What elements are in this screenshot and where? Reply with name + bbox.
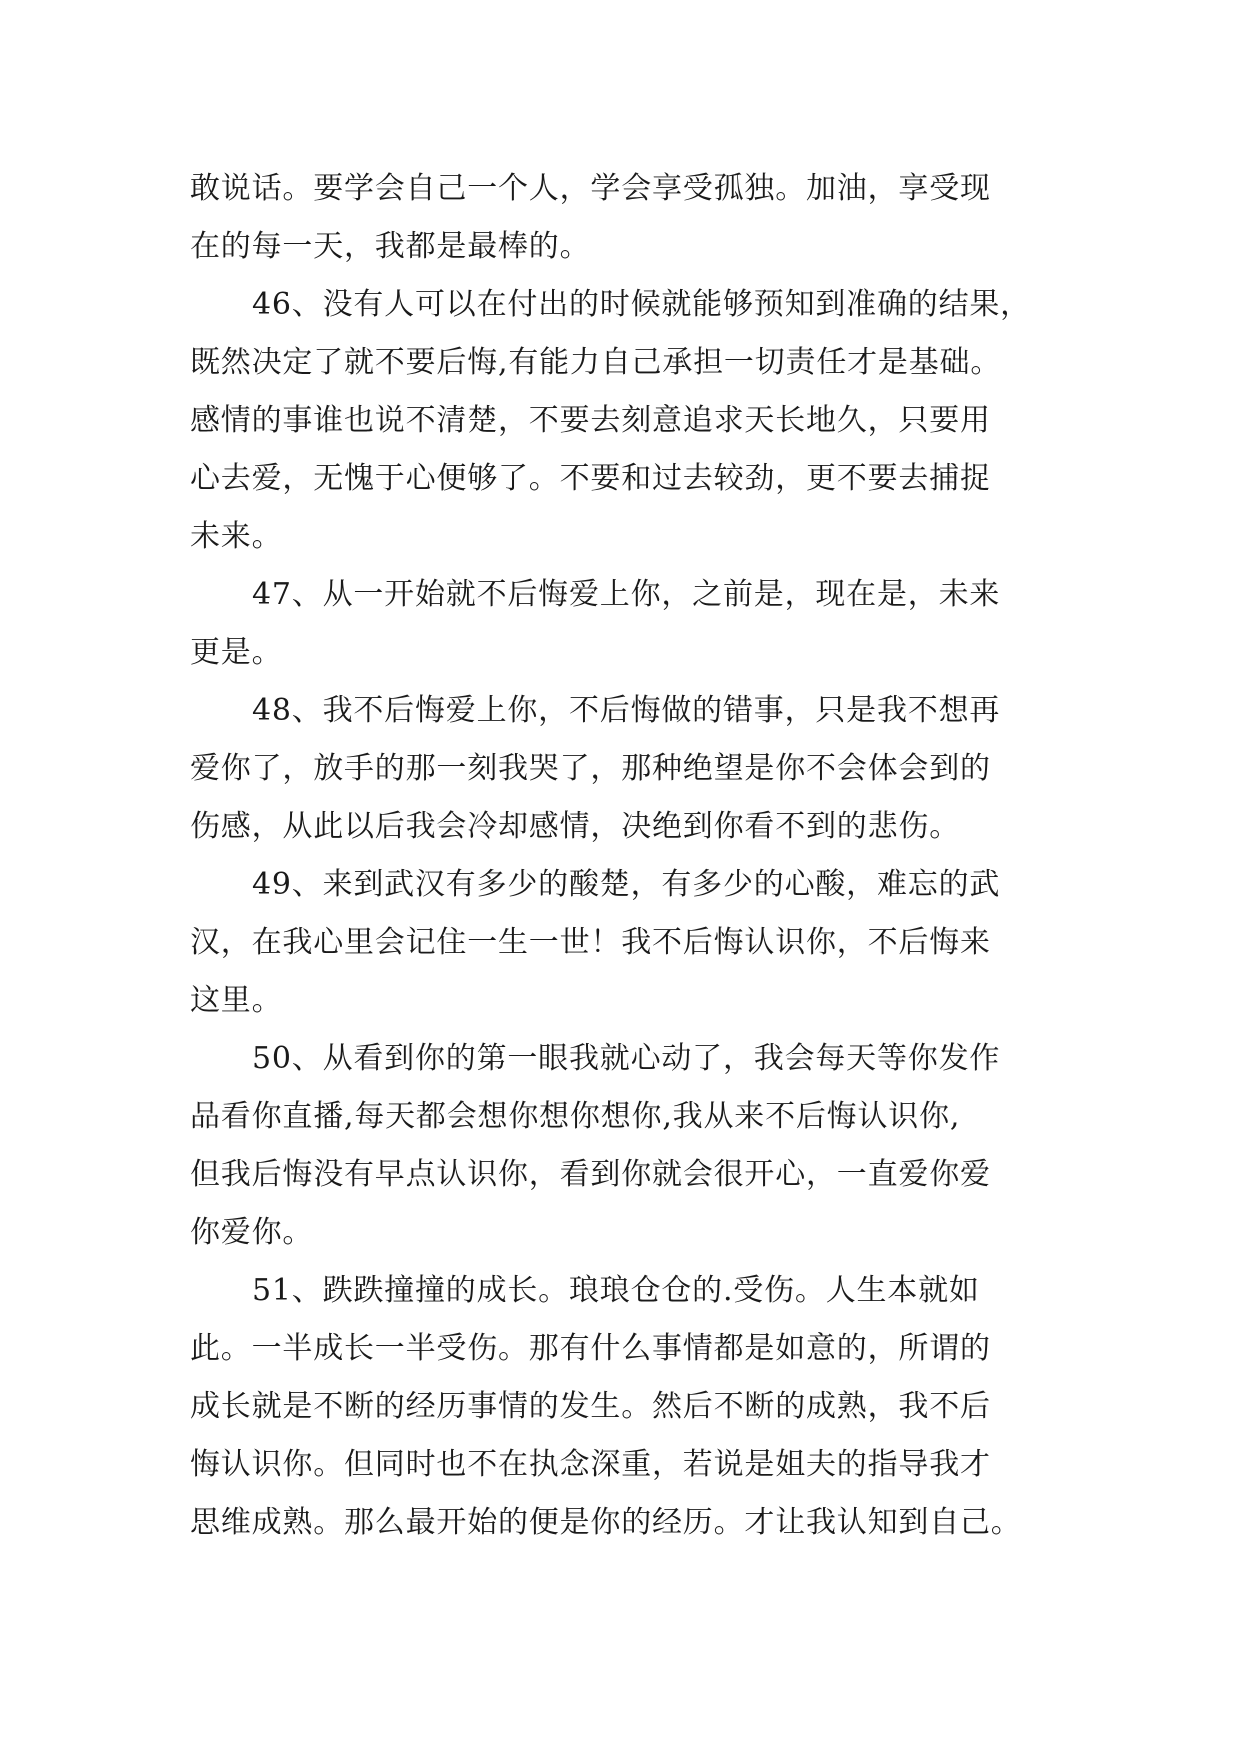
text-line: 但我后悔没有早点认识你，看到你就会很开心，一直爱你爱 — [190, 1157, 991, 1192]
text-line: 伤感，从此以后我会冷却感情，决绝到你看不到的悲伤。 — [190, 809, 960, 844]
paragraph-49-first-line: 49、来到武汉有多少的酸楚，有多少的心酸，难忘的武 — [252, 867, 1001, 902]
paragraph-50-first-line: 50、从看到你的第一眼我就心动了，我会每天等你发作 — [252, 1041, 1001, 1076]
text-line: 更是。 — [190, 635, 283, 670]
paragraph-47-first-line: 47、从一开始就不后悔爱上你，之前是，现在是，未来 — [252, 577, 1001, 612]
text-line: 未来。 — [190, 519, 283, 554]
text-line: 汉，在我心里会记住一生一世！我不后悔认识你，不后悔来 — [190, 925, 991, 960]
text-line: 敢说话。要学会自己一个人，学会享受孤独。加油，享受现 — [190, 171, 991, 206]
text-line: 你爱你。 — [190, 1215, 314, 1250]
text-line: 这里。 — [190, 983, 283, 1018]
body-text — [190, 160, 1090, 1552]
text-line: 此。一半成长一半受伤。那有什么事情都是如意的，所谓的 — [190, 1331, 991, 1366]
text-line: 悔认识你。但同时也不在执念深重，若说是姐夫的指导我才 — [190, 1447, 991, 1482]
text-line: 既然决定了就不要后悔,有能力自己承担一切责任才是基础。 — [190, 345, 1002, 380]
paragraph-51-first-line: 51、跌跌撞撞的成长。琅琅仓仓的.受伤。人生本就如 — [252, 1273, 980, 1308]
text-line: 爱你了，放手的那一刻我哭了，那种绝望是你不会体会到的 — [190, 751, 991, 786]
paragraph-46-first-line: 46、没有人可以在付出的时候就能够预知到准确的结果， — [252, 287, 1031, 322]
text-line: 在的每一天，我都是最棒的。 — [190, 229, 591, 264]
text-line: 品看你直播,每天都会想你想你想你,我从来不后悔认识你, — [190, 1099, 961, 1134]
text-line: 成长就是不断的经历事情的发生。然后不断的成熟，我不后 — [190, 1389, 991, 1424]
text-line: 心去爱，无愧于心便够了。不要和过去较劲，更不要去捕捉 — [190, 461, 991, 496]
paragraph-48-first-line: 48、我不后悔爱上你，不后悔做的错事，只是我不想再 — [252, 693, 1001, 728]
text-line: 思维成熟。那么最开始的便是你的经历。才让我认知到自己。 — [190, 1505, 1022, 1540]
text-line: 感情的事谁也说不清楚，不要去刻意追求天长地久，只要用 — [190, 403, 991, 438]
